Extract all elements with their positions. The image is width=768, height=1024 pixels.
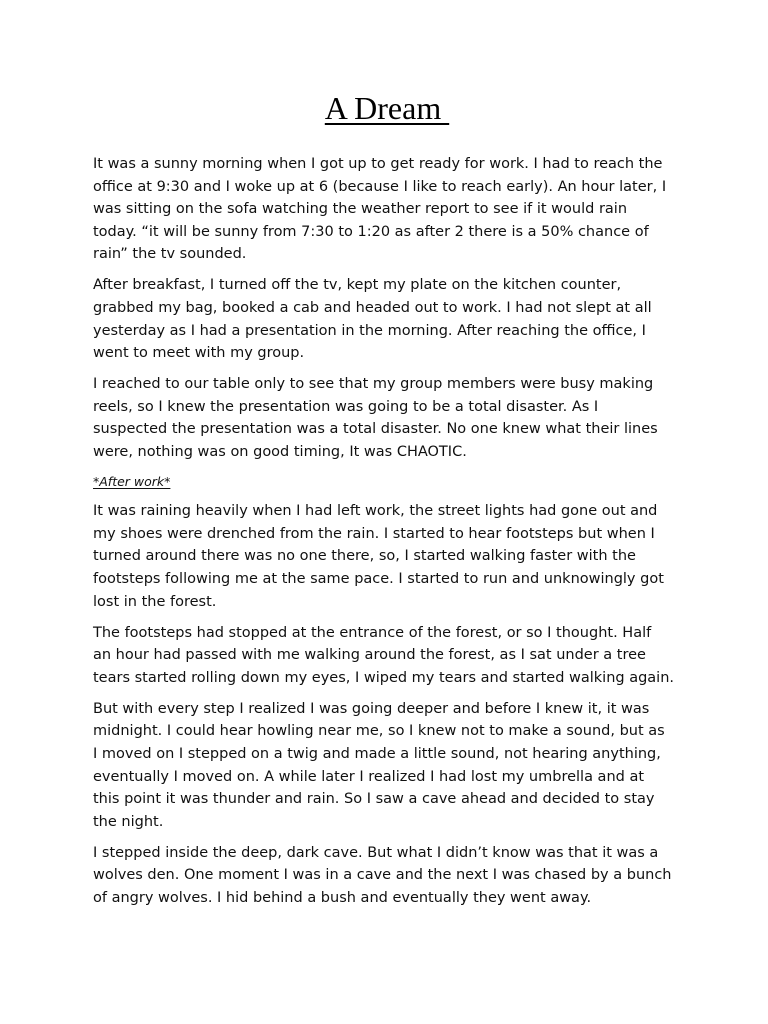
text-line: tears started rolling down my eyes, I wiped my tears and started walking again.	[93, 669, 675, 686]
text-line: of angry wolves. I hid behind a bush and eventually they went away.	[93, 889, 592, 906]
paragraph	[93, 373, 683, 463]
text-line: grabbed my bag, booked a cab and headed out to work. I had not slept at all	[93, 299, 652, 316]
text-line: It was raining heavily when I had left work, the street lights had gone out and	[93, 503, 658, 520]
paragraph	[93, 622, 683, 690]
text-line: were, nothing was on good timing, It was CHAOTIC.	[93, 443, 467, 460]
text-line: my shoes were drenched from the rain. I started to hear footsteps but when I	[93, 525, 655, 542]
paragraph	[93, 274, 683, 364]
text-line: this point it was thunder and rain. So I saw a cave ahead and decided to stay	[93, 791, 655, 808]
text-line: I stepped inside the deep, dark cave. But what I didn’t know was that it was a	[93, 844, 659, 861]
text-line: office at 9:30 and I woke up at 6 (because I like to reach early). An hour later, I	[93, 178, 667, 195]
text-line: But with every step I realized I was going deeper and before I knew it, it was	[93, 700, 650, 717]
paragraph	[93, 153, 683, 266]
text-line: midnight. I could hear howling near me, so I knew not to make a sound, but as	[93, 723, 665, 740]
text-line: an hour had passed with me walking around the forest, as I sat under a tree	[93, 647, 646, 664]
text-line: turned around there was no one there, so, I started walking faster with the	[93, 548, 636, 565]
text-line: suspected the presentation was a total disaster. No one knew what their lines	[93, 421, 658, 438]
text-line: yesterday as I had a presentation in the morning. After reaching the office, I	[93, 322, 646, 339]
text-line: the night.	[93, 813, 164, 830]
after-work-note: *After work*	[93, 473, 171, 489]
text-line: After breakfast, I turned off the tv, kept my plate on the kitchen counter,	[93, 277, 622, 294]
text-line: reels, so I knew the presentation was going to be a total disaster. As I	[93, 398, 599, 415]
document-body	[93, 153, 683, 918]
text-line: footsteps following me at the same pace. I started to run and unknowingly got	[93, 571, 664, 588]
text-line: eventually I moved on. A while later I realized I had lost my umbrella and at	[93, 768, 645, 785]
text-line: today. “it will be sunny from 7:30 to 1:20 as after 2 there is a 50% chance of	[93, 223, 649, 240]
text-line: lost in the forest.	[93, 593, 217, 610]
paragraph	[93, 698, 683, 834]
text-line: I moved on I stepped on a twig and made a little sound, not hearing anything,	[93, 746, 661, 762]
paragraph	[93, 842, 683, 910]
text-line: It was a sunny morning when I got up to get ready for work. I had to reach the	[93, 156, 663, 172]
text-line: went to meet with my group.	[93, 345, 305, 362]
paragraph	[93, 500, 683, 613]
document-title: A Dream	[324, 90, 450, 126]
text-line: The footsteps had stopped at the entrance of the forest, or so I thought. Half	[93, 624, 652, 641]
text-line: I reached to our table only to see that my group members were busy making	[93, 376, 654, 393]
text-line: was sitting on the sofa watching the weather report to see if it would rain	[93, 201, 628, 218]
text-line: wolves den. One moment I was in a cave and the next I was chased by a bunch	[93, 867, 672, 884]
text-line: rain” the tv sounded.	[93, 246, 247, 263]
